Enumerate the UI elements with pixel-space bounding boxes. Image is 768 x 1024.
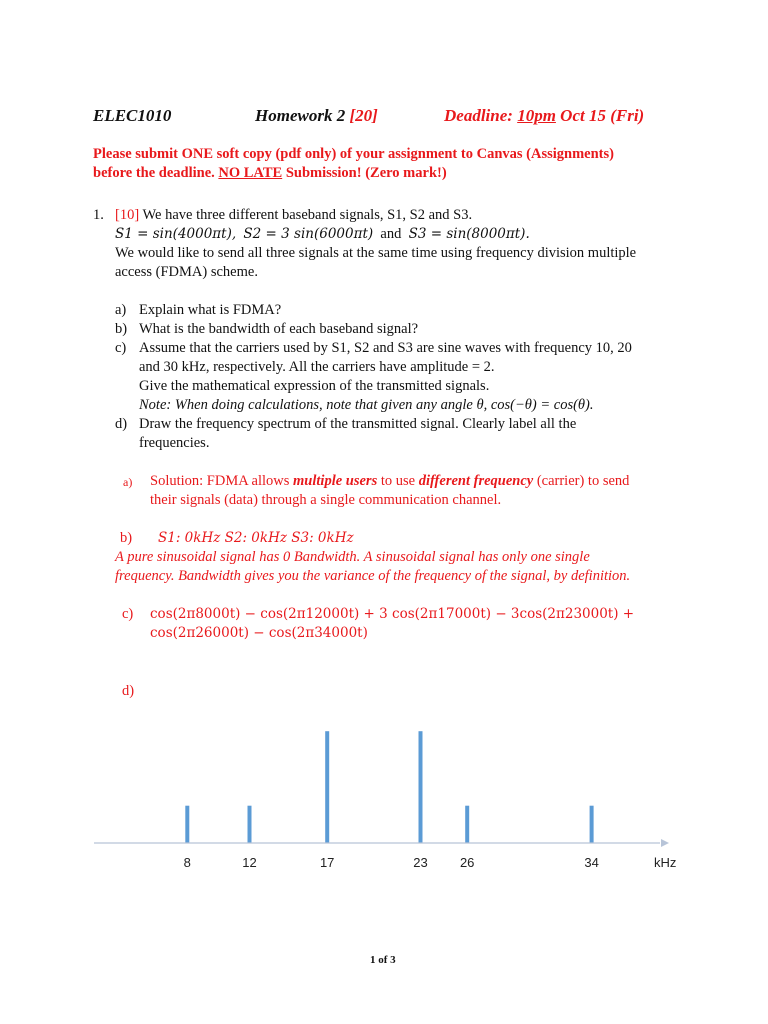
solution-a-pre: Solution: FDMA allows [150,473,294,489]
question-description-1: We would like to send all three signals at the same time using frequency division multiple [115,245,637,261]
part-c-line-3: Give the mathematical expression of the transmitted signals. [139,378,490,394]
solution-c-line-2: cos(2π26000t) − cos(2π34000t) [150,625,368,641]
tick-label-23: 23 [413,855,428,870]
solution-b-values: S1: 0kHz S2: 0kHz S3: 0kHz [158,530,354,546]
deadline [444,106,644,126]
homework-name: Homework 2 [255,106,350,125]
page-number: 1 of 3 [370,954,396,966]
solution-b-line-2: frequency. Bandwidth gives you the variance of the frequency of the signal, by definition. [115,568,631,584]
axis-arrow-icon [661,839,669,847]
question-description-2: access (FDMA) scheme. [115,264,258,280]
course-code: ELEC1010 [93,106,172,125]
part-c-text: Assume that the carriers used by S1, S2 and S3 are sine waves with frequency 10, 20 [139,340,632,356]
solution-a-multiple-users: multiple users [293,473,378,489]
part-b-label: b) [115,321,128,337]
solution-c-line-1: cos(2π8000t) − cos(2π12000t) + 3 cos(2π17000t) − 3cos(2π23000t) + [150,606,635,622]
part-d-label: d) [115,416,128,432]
spectrum-bar-12khz [248,806,252,843]
spectrum-bar-34khz [590,806,594,843]
solution-a-different-frequency: different frequency [418,473,534,489]
deadline-time: 10pm [517,106,556,125]
part-a-label: a) [115,302,127,318]
axis-unit-label: kHz [654,855,677,870]
solution-a-mid: to use [377,473,419,489]
part-a-text: Explain what is FDMA? [139,302,282,318]
solution-a-label: a) [123,475,133,489]
spectrum-bar-23khz [419,731,423,843]
homework-title [255,106,378,126]
tick-label-26: 26 [459,855,475,870]
tick-label-12: 12 [242,855,257,870]
equation-s2: S2 = 3 sin(6000πt) [243,226,374,242]
question-points: [10] [115,207,140,223]
part-d-line-2: frequencies. [139,435,210,451]
solution-d-label: d) [122,683,135,699]
solution-b-label: b) [120,530,133,546]
part-b-text: What is the bandwidth of each baseband signal? [139,321,419,337]
part-d-text: Draw the frequency spectrum of the transmitted signal. Clearly label all the [139,416,577,432]
solution-b-line-1: A pure sinusoidal signal has 0 Bandwidth. A sinusoidal signal has only one single [115,549,590,565]
spectrum-bar-8khz [185,806,189,843]
solution-a-line-2: their signals (data) through a single communication channel. [150,492,502,508]
deadline-label: Deadline: [444,106,518,125]
notice-text-c: Submission! (Zero mark!) [282,165,447,181]
equation-s1: S1 = sin(4000πt), [115,226,237,242]
tick-label-17: 17 [319,855,335,870]
question-intro-text: We have three different baseband signals, S1, S2 and S3. [139,207,473,223]
frequency-spectrum-chart [94,706,686,882]
notice-line-1: Please submit ONE soft copy (pdf only) of your assignment to Canvas (Assignments) [93,146,614,162]
equation-s3: S3 = sin(8000πt). [408,226,530,242]
part-c-label: c) [115,340,127,356]
part-c-line-2: and 30 kHz, respectively. All the carriers have amplitude = 2. [139,359,495,375]
solution-c-label: c) [122,606,134,622]
question-number: 1. [93,207,104,223]
solution-a-post: (carrier) to send [533,473,630,489]
solution-a-line-1 [150,472,629,491]
notice-line-2 [93,164,447,183]
notice-no-late: NO LATE [218,165,283,181]
homework-points: [20] [349,106,378,125]
tick-labels [184,855,599,870]
part-c-note: Note: When doing calculations, note that given any angle θ, cos(−θ) = cos(θ). [139,397,594,413]
tick-label-34: 34 [584,855,599,870]
question-intro [115,206,472,225]
spectrum-bar-26khz [465,806,469,843]
spectrum-bar-17khz [325,731,329,843]
tick-label-8: 8 [183,855,191,870]
spectrum-bars [185,731,593,843]
signal-equations [115,225,530,244]
notice-text-a: before the deadline. [93,165,219,181]
deadline-date: Oct 15 (Fri) [555,106,645,125]
equation-and: and [380,226,402,242]
